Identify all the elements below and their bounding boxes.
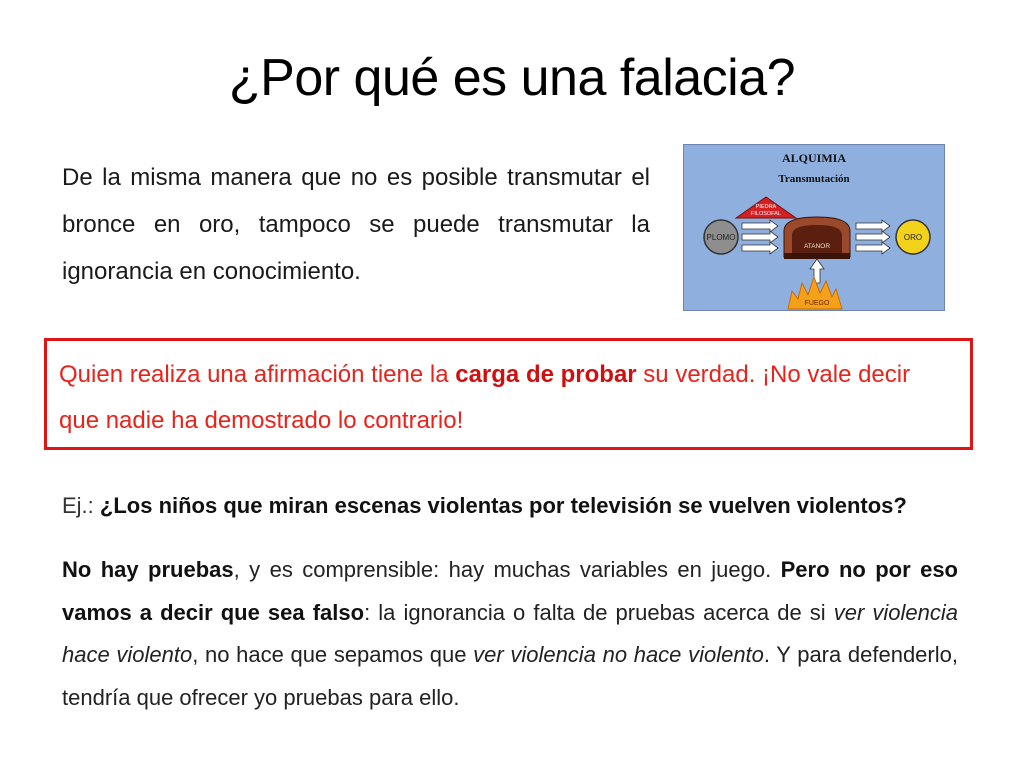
explanation-text-1: , y es comprensible: hay muchas variables en juego. — [233, 557, 781, 582]
explanation-italic-1: ver violencia hace violento — [62, 599, 958, 667]
callout-text-part1: Quien realiza una afirmación tiene la — [59, 361, 456, 388]
fire-label: FUEGO — [804, 300, 830, 307]
athanor-label: ATANOR — [803, 243, 831, 250]
burden-of-proof-callout — [44, 338, 973, 450]
stone-label-2: FILOSOFAL — [751, 211, 781, 217]
explanation-bold-1: No hay pruebas — [62, 557, 234, 582]
explanation-bold-2: Pero no por eso vamos a decir que sea falso — [62, 557, 958, 625]
explanation-text-4: . Y para defenderlo, tendría que ofrecer yo pruebas para ello. — [62, 642, 958, 710]
explanation-italic-2: ver violencia no hace violento — [473, 642, 764, 667]
example-prefix: Ej.: — [62, 493, 100, 518]
gold-label: ORO — [903, 233, 923, 242]
explanation-text-2: : la ignorancia o falta de pruebas acerca de si — [364, 599, 834, 625]
explanation-text-3: , no hace que sepamos que — [192, 642, 474, 667]
stone-label-1: PIEDRA — [755, 204, 777, 210]
callout-text — [59, 352, 954, 444]
intro-paragraph: De la misma manera que no es posible transmutar el bronce en oro, tampoco se puede transmutar la ignorancia en conocimiento. — [62, 164, 650, 285]
explanation-paragraph — [62, 549, 958, 719]
slide-title: ¿Por qué es una falacia? — [228, 49, 796, 107]
diagram-title: ALQUIMIA — [781, 151, 847, 165]
example-question — [62, 490, 962, 522]
alchemy-diagram — [683, 144, 945, 311]
callout-text-part2: su verdad. ¡No vale decir que nadie ha demostrado lo contrario! — [59, 361, 911, 434]
diagram-subtitle: Transmutación — [778, 173, 850, 185]
left-arrows-icon — [742, 220, 778, 254]
alchemy-diagram-svg — [684, 145, 944, 310]
callout-emphasis: carga de probar — [455, 361, 637, 388]
right-arrows-icon — [856, 220, 890, 254]
up-arrow-icon — [810, 259, 824, 283]
lead-label: PLOMO — [706, 233, 736, 242]
example-question-text: ¿Los niños que miran escenas violentas por televisión se vuelven violentos? — [99, 493, 907, 518]
athanor-furnace-icon — [784, 217, 850, 259]
